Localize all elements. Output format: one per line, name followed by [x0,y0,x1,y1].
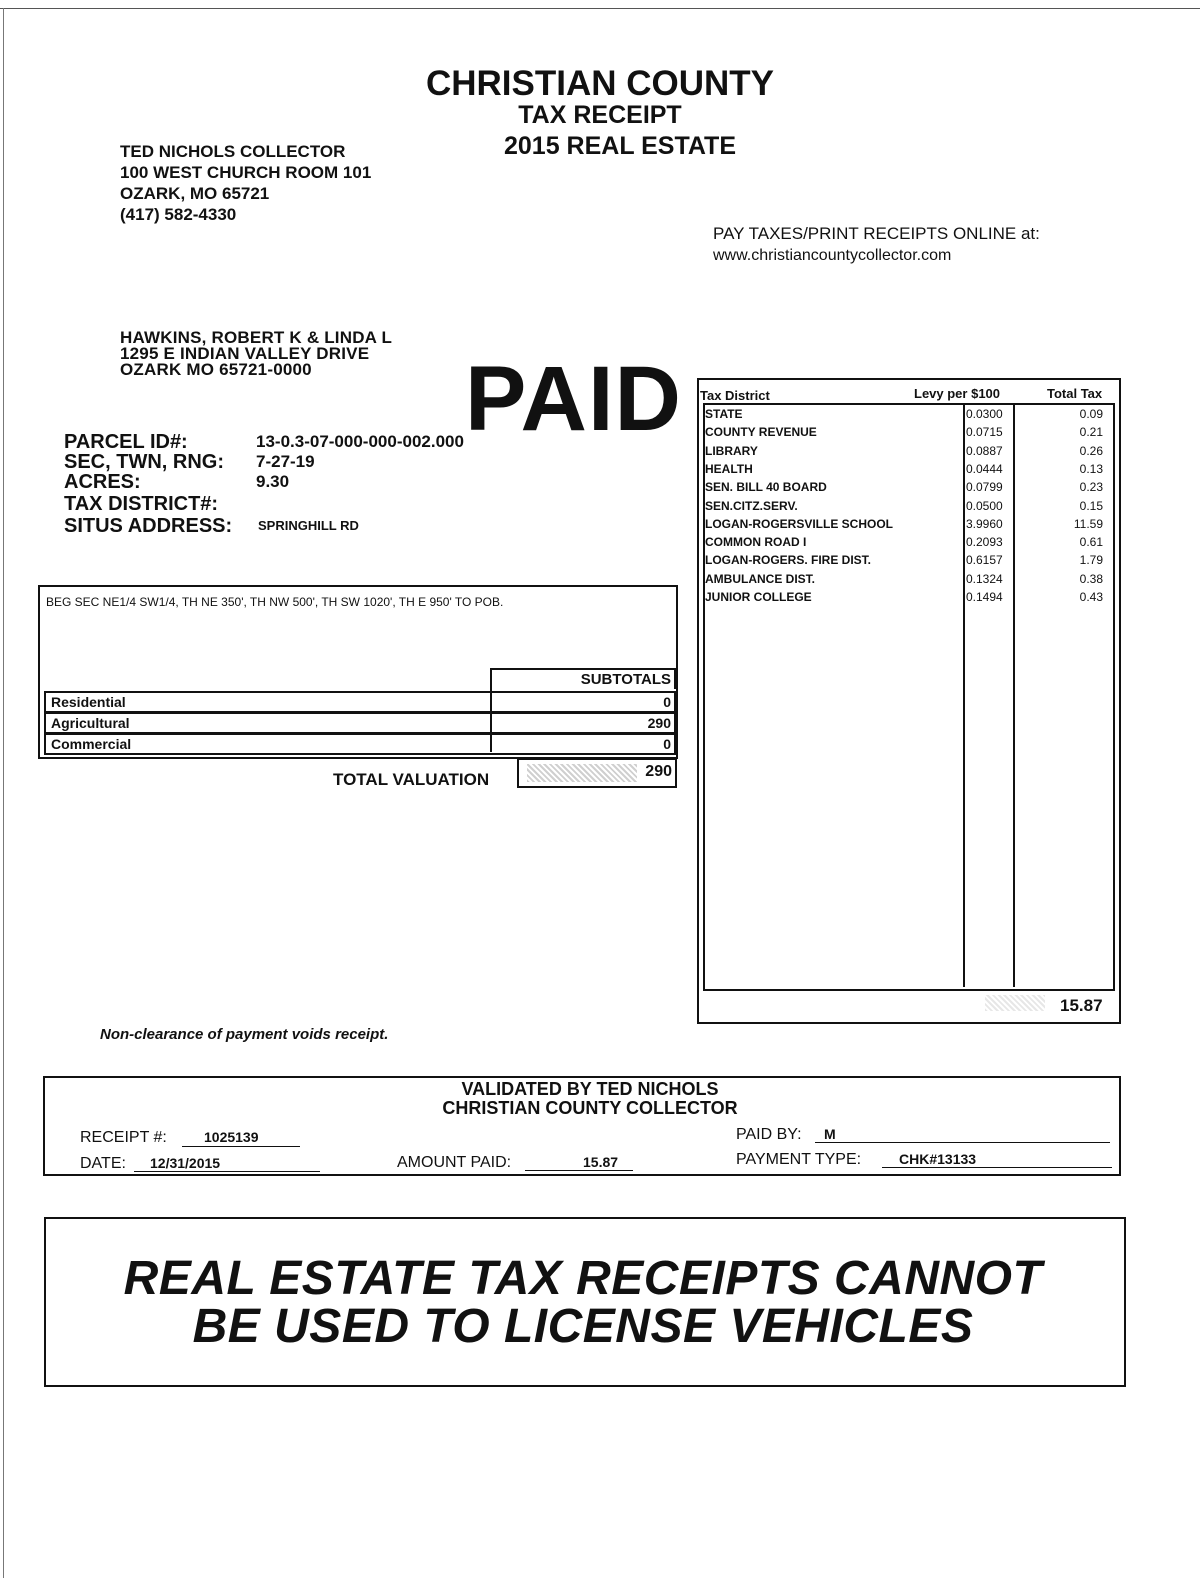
warning-line-2: BE USED TO LICENSE VEHICLES [192,1300,974,1353]
tax-amount: 0.15 [1079,498,1103,513]
amount-paid-value: 15.87 [583,1154,619,1170]
tax-district-name: LOGAN-ROGERS. FIRE DIST. [705,553,872,568]
tax-row [705,516,1109,534]
tax-row [705,571,1109,589]
levy-rate: 0.0715 [966,425,1003,440]
tax-district-name: JUNIOR COLLEGE [705,590,812,604]
tax-row [705,498,1109,516]
tax-district-name: COMMON ROAD I [705,535,807,550]
tax-amount: 0.09 [1079,407,1103,421]
scan-edge-left [3,8,4,1578]
tax-district-name: SEN. BILL 40 BOARD [705,480,827,495]
tax-amount: 0.21 [1079,425,1103,440]
collector-block [120,141,420,225]
valuation-row-agricultural [44,712,676,734]
owner-street: 1295 E INDIAN VALLEY DRIVE [120,344,370,363]
county-title: CHRISTIAN COUNTY [425,64,775,103]
redaction-smudge [527,764,637,782]
tax-amount: 1.79 [1079,553,1103,568]
validated-by: VALIDATED BY TED NICHOLS [461,1079,719,1099]
year-type-title: 2015 REAL ESTATE [503,132,737,160]
payment-type-value: CHK#13133 [899,1151,977,1167]
acres-label: ACRES: [64,471,141,493]
tax-row [705,406,1109,424]
total-valuation-label: TOTAL VALUATION [333,770,490,789]
subtotals-label: SUBTOTALS [580,671,671,688]
scan-edge-top [0,8,1200,9]
paid-stamp: PAID [465,348,682,450]
tax-district-label: TAX DISTRICT#: [64,493,219,515]
valuation-row-residential [44,691,676,713]
levy-rate: 0.1324 [966,571,1003,586]
levy-rate: 3.9960 [966,516,1003,531]
tax-district-name: LOGAN-ROGERSVILLE SCHOOL [705,516,894,531]
tax-row [705,479,1109,497]
receipt-number-underline [182,1146,300,1147]
tax-district-name: SEN.CITZ.SERV. [705,498,798,513]
tax-district-name: HEALTH [705,461,753,476]
levy-rate: 0.2093 [966,535,1003,550]
tax-amount: 0.38 [1079,571,1103,586]
levy-rate: 0.0500 [966,498,1003,513]
tax-total: 15.87 [1060,996,1103,1015]
levy-rate: 0.0887 [966,443,1003,458]
valuation-label: Commercial [51,736,132,752]
owner-city: OZARK MO 65721-0000 [120,360,312,379]
collector-name: TED NICHOLS COLLECTOR [120,142,346,161]
date-underline [134,1171,320,1172]
tax-row [705,589,1109,607]
owner-name: HAWKINS, ROBERT K & LINDA L [120,328,393,347]
tax-amount: 11.59 [1073,516,1103,531]
tax-district-col-header: Tax District [700,388,770,403]
receipt-number-label: RECEIPT #: [80,1129,167,1146]
receipt-title: TAX RECEIPT [518,101,682,129]
levy-col-header: Levy per $100 [914,386,1001,401]
tax-amount: 0.43 [1079,590,1103,604]
levy-rate: 0.0799 [966,480,1003,495]
paid-by-label: PAID BY: [736,1126,802,1143]
situs-address-label: SITUS ADDRESS: [64,515,233,537]
valuation-value: 0 [663,694,671,710]
warning-line-1: REAL ESTATE TAX RECEIPTS CANNOT [123,1252,1043,1305]
subtotals-header [490,668,676,689]
legal-description: BEG SEC NE1/4 SW1/4, TH NE 350', TH NW 500', TH SW 1020', TH E 950' TO POB. [46,595,504,609]
parcel-id-value: 13-0.3-07-000-000-002.000 [256,432,464,451]
situs-address-value: SPRINGHILL RD [258,518,359,533]
total-smudge [985,995,1045,1011]
tax-district-name: AMBULANCE DIST. [705,571,815,586]
tax-amount: 0.23 [1079,480,1103,495]
owner-block [120,330,460,378]
tax-row [705,443,1109,461]
tax-row [705,552,1109,570]
collector-title: CHRISTIAN COUNTY COLLECTOR [442,1098,738,1118]
payment-type-label: PAYMENT TYPE: [736,1151,862,1168]
collector-phone: (417) 582-4330 [120,205,237,224]
sec-twn-rng-label: SEC, TWN, RNG: [64,451,224,473]
total-tax-col-header: Total Tax [1047,386,1103,401]
tax-amount: 0.13 [1079,461,1103,476]
tax-district-name: COUNTY REVENUE [705,425,817,440]
paid-by-underline [815,1142,1110,1143]
non-clearance-note: Non-clearance of payment voids receipt. [100,1026,389,1043]
tax-district-name: STATE [705,407,743,421]
total-valuation-value: 290 [645,763,672,780]
date-value: 12/31/2015 [150,1155,221,1171]
valuation-label: Residential [51,694,126,710]
valuation-label: Agricultural [51,715,130,731]
levy-rate: 0.0300 [966,407,1003,421]
valuation-row-commercial [44,733,676,755]
valuation-value: 290 [647,715,671,731]
levy-rate: 0.0444 [966,461,1003,476]
paid-by-value: M [824,1126,836,1142]
receipt-number-value: 1025139 [204,1129,259,1145]
tax-row [705,534,1109,552]
levy-rate: 0.6157 [966,553,1003,568]
collector-address-2: OZARK, MO 65721 [120,184,270,203]
payment-type-underline [882,1167,1112,1168]
valuation-value: 0 [663,736,671,752]
collector-address-1: 100 WEST CHURCH ROOM 101 [120,163,372,182]
tax-amount: 0.61 [1079,535,1103,550]
amount-paid-label: AMOUNT PAID: [397,1154,512,1171]
online-block [713,223,1113,267]
tax-district-name: LIBRARY [705,443,758,458]
tax-row [705,424,1109,442]
parcel-info [64,432,624,542]
online-url: www.christiancountycollector.com [713,247,952,264]
date-label: DATE: [80,1155,126,1172]
levy-rate: 0.1494 [966,590,1003,604]
tax-amount: 0.26 [1079,443,1103,458]
amount-paid-underline [525,1170,633,1171]
total-valuation-box [517,758,677,788]
parcel-id-label: PARCEL ID#: [64,431,188,453]
acres-value: 9.30 [256,472,290,491]
tax-row [705,461,1109,479]
sec-twn-rng-value: 7-27-19 [256,452,315,471]
online-pay-text: PAY TAXES/PRINT RECEIPTS ONLINE at: [713,224,1040,243]
